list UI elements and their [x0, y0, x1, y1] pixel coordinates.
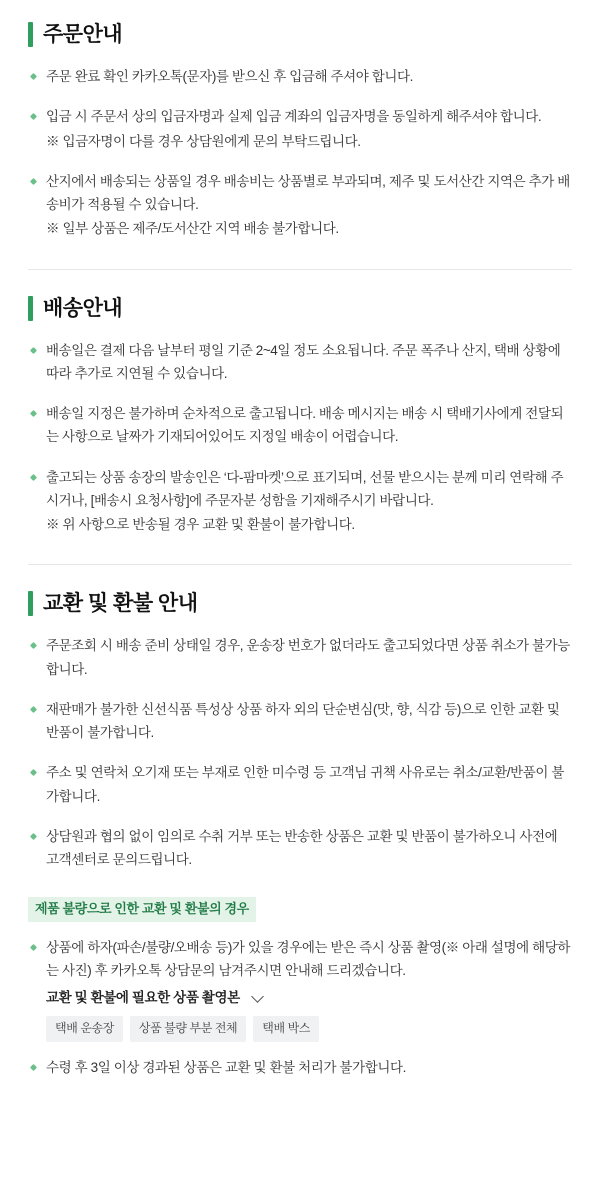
photo-requirement-label: 교환 및 환불에 필요한 상품 촬영본	[46, 990, 240, 1006]
list-item	[28, 105, 572, 152]
section-title: 배송안내	[43, 296, 123, 320]
list-item-text: 주문 완료 확인 카카오톡(문자)를 받으신 후 입금해 주셔야 합니다.	[46, 69, 414, 85]
defect-case-tag: 제품 불량으로 인한 교환 및 환불의 경우	[28, 897, 256, 922]
list-item-note: ※ 위 사항으로 반송될 경우 교환 및 환불이 불가합니다.	[46, 517, 355, 532]
section-title: 교환 및 환불 안내	[43, 592, 198, 616]
list-item	[28, 65, 572, 88]
list-item	[28, 634, 572, 680]
accent-bar-icon	[28, 22, 33, 47]
order-guide-list	[28, 65, 572, 240]
section-order-guide	[28, 22, 572, 241]
section-exchange-refund-guide	[28, 591, 572, 1079]
list-item-text: 주소 및 연락처 오기재 또는 부재로 인한 미수령 등 고객님 귀책 사유로는 취소/교환/반품이 불가합니다.	[46, 765, 564, 804]
section-header	[28, 591, 572, 616]
list-item	[28, 698, 572, 744]
list-item-text: 수령 후 3일 이상 경과된 상품은 교환 및 환불 처리가 불가합니다.	[46, 1059, 406, 1075]
list-item-text: 상품에 하자(파손/불량/오배송 등)가 있을 경우에는 받은 즉시 상품 촬영(※ 아래 설명에 해당하는 사진) 후 카카오톡 상담문의 남겨주시면 안내해 드리겠습니다.	[46, 939, 571, 978]
photo-requirement-block	[46, 986, 572, 1041]
list-item-text: 배송일 지정은 불가하며 순차적으로 출고됩니다. 배송 메시지는 배송 시 택배기사에게 전달되는 사항으로 날짜가 기재되어있어도 지정일 배송이 어렵습니다.	[46, 406, 564, 445]
divider	[28, 564, 572, 565]
list-item	[28, 1056, 572, 1079]
list-item	[28, 402, 572, 448]
list-item-text: 주문조회 시 배송 준비 상태일 경우, 운송장 번호가 없더라도 출고되었다면 상품 취소가 불가능합니다.	[46, 638, 570, 677]
list-item	[28, 825, 572, 871]
photo-chip: 택배 운송장	[46, 1016, 123, 1041]
list-item-text: 입금 시 주문서 상의 입금자명과 실제 입금 계좌의 입금자명을 동일하게 해주셔야 합니다.	[46, 109, 542, 125]
list-item-text: 상담원과 협의 없이 임의로 수취 거부 또는 반송한 상품은 교환 및 반품이 불가하오니 사전에 고객센터로 문의드립니다.	[46, 828, 558, 867]
list-item	[28, 466, 572, 537]
chevron-down-icon[interactable]	[252, 990, 265, 1003]
list-item-text: 재판매가 불가한 신선식품 특성상 상품 하자 외의 단순변심(맛, 향, 식감 등)으로 인한 교환 및 반품이 불가합니다.	[46, 701, 560, 741]
list-item	[28, 170, 572, 241]
list-item-note: ※ 일부 상품은 제주/도서산간 지역 배송 불가합니다.	[46, 221, 339, 237]
accent-bar-icon	[28, 296, 33, 321]
divider	[28, 269, 572, 270]
accent-bar-icon	[28, 591, 33, 616]
defect-list	[28, 936, 572, 982]
defect-tag-line	[28, 897, 572, 922]
list-item-text: 배송일은 결제 다음 날부터 평일 기준 2~4일 정도 소요됩니다. 주문 폭주나 산지, 택배 상황에 따라 추가로 지연될 수 있습니다.	[46, 342, 561, 381]
photo-chip: 상품 불량 부분 전체	[130, 1016, 246, 1041]
list-item	[28, 339, 572, 385]
section-header	[28, 296, 572, 321]
shipping-guide-list	[28, 339, 572, 537]
photo-chip: 택배 박스	[253, 1016, 319, 1041]
section-shipping-guide	[28, 296, 572, 537]
list-item	[28, 936, 572, 982]
list-item-note: ※ 입금자명이 다를 경우 상담원에게 문의 부탁드립니다.	[46, 133, 361, 149]
section-header	[28, 22, 572, 47]
photo-requirement-toggle[interactable]	[46, 986, 572, 1006]
list-item-text: 출고되는 상품 송장의 발송인은 ‘다-팜마켓’으로 표기되며, 선물 받으시는 분께 미리 연락해 주시거나, [배송시 요청사항]에 주문자분 성함을 기재해주시기 바랍니다.	[46, 469, 564, 508]
section-title: 주문안내	[43, 23, 123, 46]
list-item	[28, 761, 572, 807]
exchange-refund-list	[28, 634, 572, 871]
list-item-text: 산지에서 배송되는 상품일 경우 배송비는 상품별로 부과되며, 제주 및 도서산간 지역은 추가 배송비가 적용될 수 있습니다.	[46, 173, 570, 213]
photo-chip-list	[46, 1016, 572, 1041]
